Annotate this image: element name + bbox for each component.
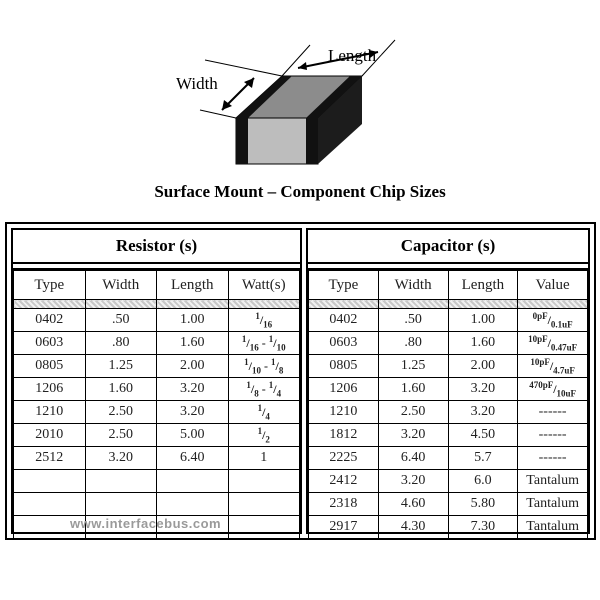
width-cell: 3.20 [85,447,157,470]
table-row [309,447,588,470]
page-title: Surface Mount – Component Chip Sizes [154,182,446,201]
value-cell: Tantalum [518,470,588,493]
resistor-heading: Resistor (s) [13,230,300,264]
length-cell: 2.00 [157,355,229,378]
empty-row [14,493,300,516]
width-label: Width [176,74,218,93]
capacitor-col-width: Width [378,271,448,300]
width-cell: .80 [85,332,157,355]
table-frame [5,222,596,540]
value-cell: ------ [518,447,588,470]
resistor-col-type: Type [14,271,86,300]
value-cell: ------ [518,401,588,424]
type-cell: 1210 [309,401,379,424]
type-cell: 0805 [309,355,379,378]
capacitor-panel [306,228,590,534]
length-cell: 2.00 [448,355,518,378]
width-cell: 1.60 [378,378,448,401]
resistor-col-watts: Watt(s) [228,271,300,300]
resistor-body [14,300,300,539]
type-cell: 1812 [309,424,379,447]
width-cell: 1.25 [378,355,448,378]
table-row [309,378,588,401]
value-cell: ------ [518,424,588,447]
watt-cell: $^1/_4$ [228,401,300,424]
hatch-divider [14,300,300,309]
resistor-table [13,270,300,539]
length-label: Length [328,46,377,65]
type-cell: 1210 [14,401,86,424]
table-row [14,332,300,355]
value-cell: $^{0pF}/_{0.1uF}$ [518,309,588,332]
table-row [14,447,300,470]
type-cell: 0402 [14,309,86,332]
type-cell: 2225 [309,447,379,470]
capacitor-heading: Capacitor (s) [308,230,588,264]
length-cell: 1.60 [448,332,518,355]
length-cell: 1.60 [157,332,229,355]
length-cell: 3.20 [157,378,229,401]
width-cell: 2.50 [85,401,157,424]
watt-cell: $^1/_2$ [228,424,300,447]
width-cell: .80 [378,332,448,355]
width-cell: 1.25 [85,355,157,378]
table-row [309,401,588,424]
length-cell: 1.00 [157,309,229,332]
value-cell: Tantalum [518,493,588,516]
table-row [309,309,588,332]
capacitor-body [309,300,588,539]
type-cell: 2512 [14,447,86,470]
watt-cell: $^1/_{16} - ^1/_{10}$ [228,332,300,355]
value-cell: $^{10pF}/_{0.47uF}$ [518,332,588,355]
table-row [309,355,588,378]
table-row [14,309,300,332]
value-cell: $^{470pF}/_{10uF}$ [518,378,588,401]
type-cell: 2917 [309,516,379,539]
type-cell: 0603 [14,332,86,355]
capacitor-table [308,270,588,539]
watt-cell: $^1/_{16}$ [228,309,300,332]
watermark: www.interfacebus.com [70,516,222,531]
width-cell: .50 [85,309,157,332]
capacitor-col-value: Value [518,271,588,300]
width-cell: 1.60 [85,378,157,401]
empty-row [14,470,300,493]
length-cell: 5.00 [157,424,229,447]
type-cell: 1206 [309,378,379,401]
table-row [309,493,588,516]
width-cell: .50 [378,309,448,332]
length-cell: 3.20 [448,401,518,424]
type-cell: 1206 [14,378,86,401]
type-cell: 2318 [309,493,379,516]
table-row [14,378,300,401]
length-cell: 7.30 [448,516,518,539]
watt-cell: 1 [228,447,300,470]
table-row [309,424,588,447]
capacitor-col-length: Length [448,271,518,300]
width-cell: 6.40 [378,447,448,470]
length-cell: 5.7 [448,447,518,470]
length-cell: 3.20 [157,401,229,424]
width-cell: 3.20 [378,424,448,447]
length-cell: 3.20 [448,378,518,401]
chip-diagram [0,0,600,180]
width-cell: 2.50 [378,401,448,424]
length-cell: 4.50 [448,424,518,447]
width-cell: 3.20 [378,470,448,493]
value-cell: Tantalum [518,516,588,539]
hatch-divider [309,300,588,309]
table-row [309,332,588,355]
capacitor-col-type: Type [309,271,379,300]
width-cell: 2.50 [85,424,157,447]
length-cell: 1.00 [448,309,518,332]
resistor-col-length: Length [157,271,229,300]
type-cell: 0402 [309,309,379,332]
table-row [309,516,588,539]
watt-cell: $^1/_8 - ^1/_4$ [228,378,300,401]
resistor-panel [11,228,302,534]
table-row [309,470,588,493]
type-cell: 0603 [309,332,379,355]
table-row [14,355,300,378]
type-cell: 2412 [309,470,379,493]
chip-right-cap-front [306,118,318,164]
width-cell: 4.60 [378,493,448,516]
type-cell: 2010 [14,424,86,447]
resistor-col-width: Width [85,271,157,300]
table-row [14,401,300,424]
length-cell: 6.40 [157,447,229,470]
length-cell: 6.0 [448,470,518,493]
type-cell: 0805 [14,355,86,378]
table-row [14,424,300,447]
value-cell: $^{10pF}/_{4.7uF}$ [518,355,588,378]
chip-front-face [236,118,318,164]
watt-cell: $^1/_{10} - ^1/_8$ [228,355,300,378]
width-cell: 4.30 [378,516,448,539]
length-cell: 5.80 [448,493,518,516]
